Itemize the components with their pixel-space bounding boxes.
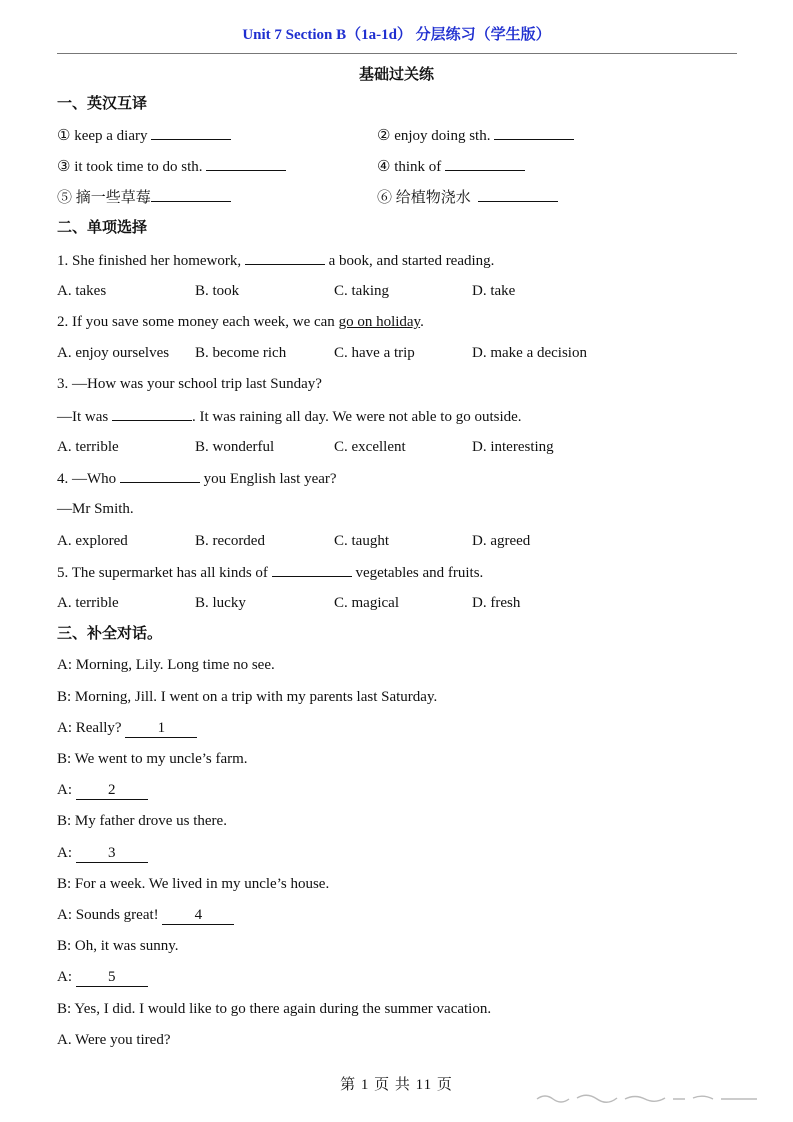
q2-option-a[interactable]: A. enjoy ourselves — [57, 345, 170, 361]
document-header-title: Unit 7 Section B（1a-1d） 分层练习（学生版） — [242, 27, 551, 43]
translate-item-3: ③ it took time to do sth. — [57, 156, 286, 177]
translate-item-4: ④ think of — [377, 156, 525, 177]
dialogue-line: B: For a week. We lived in my uncle’s house. — [57, 876, 330, 892]
dialogue-line: B: Yes, I did. I would like to go there again during the summer vacation. — [57, 1001, 492, 1017]
dialogue-blank-2[interactable]: 2 — [76, 782, 148, 800]
question-3-line-2: —It was . It was raining all day. We were not able to go outside. — [57, 406, 522, 427]
dialogue-line: B: Oh, it was sunny. — [57, 938, 179, 954]
answer-blank[interactable] — [245, 250, 325, 265]
answer-blank[interactable] — [112, 406, 192, 421]
q5-option-b[interactable]: B. lucky — [195, 595, 246, 611]
question-2: 2. If you save some money each week, we can go on holiday. — [57, 314, 424, 330]
q1-option-d[interactable]: D. take — [472, 283, 516, 299]
translate-item-2: ② enjoy doing sth. — [377, 125, 574, 146]
dialogue-line: A: 2 — [57, 780, 148, 800]
q3-option-d[interactable]: D. interesting — [472, 439, 554, 455]
dialogue-blank-5[interactable]: 5 — [76, 969, 148, 987]
q1-option-b[interactable]: B. took — [195, 283, 240, 299]
q4-option-a[interactable]: A. explored — [57, 533, 128, 549]
q3-option-c[interactable]: C. excellent — [334, 439, 406, 455]
answer-blank[interactable] — [206, 156, 286, 171]
answer-blank[interactable] — [151, 187, 231, 202]
section-3-heading: 三、补全对话。 — [57, 626, 163, 642]
dialogue-line: B: We went to my uncle’s farm. — [57, 751, 248, 767]
dialogue-option-a: A. Were you tired? — [57, 1032, 171, 1048]
header-divider — [57, 53, 737, 54]
dialogue-line: B: My father drove us there. — [57, 813, 227, 829]
section-2-heading: 二、单项选择 — [57, 220, 148, 236]
q4-option-c[interactable]: C. taught — [334, 533, 389, 549]
translate-item-6: ⑥ 给植物浇水 — [377, 187, 558, 208]
translate-item-1: ① keep a diary — [57, 125, 231, 146]
q4-option-b[interactable]: B. recorded — [195, 533, 265, 549]
answer-blank[interactable] — [120, 468, 200, 483]
q1-option-a[interactable]: A. takes — [57, 283, 107, 299]
q5-option-d[interactable]: D. fresh — [472, 595, 521, 611]
section-subtitle: 基础过关练 — [358, 67, 434, 83]
dialogue-blank-3[interactable]: 3 — [76, 845, 148, 863]
page-number-footer: 第 1 页 共 11 页 — [340, 1077, 453, 1093]
question-5: 5. The supermarket has all kinds of vegetables and fruits. — [57, 562, 483, 583]
q2-option-d[interactable]: D. make a decision — [472, 345, 587, 361]
question-1: 1. She finished her homework, a book, and started reading. — [57, 250, 494, 271]
dialogue-line: A: 3 — [57, 843, 148, 863]
q3-option-a[interactable]: A. terrible — [57, 439, 119, 455]
dialogue-line: A: Sounds great! 4 — [57, 905, 234, 925]
dialogue-line: A: 5 — [57, 967, 148, 987]
question-3-line-1: 3. —How was your school trip last Sunday? — [57, 376, 322, 392]
dialogue-blank-4[interactable]: 4 — [162, 907, 234, 925]
dialogue-blank-1[interactable]: 1 — [125, 720, 197, 738]
question-4-line-2: —Mr Smith. — [57, 501, 134, 517]
answer-blank[interactable] — [272, 562, 352, 577]
answer-blank[interactable] — [494, 125, 574, 140]
dialogue-line: A: Morning, Lily. Long time no see. — [57, 657, 275, 673]
section-1-heading: 一、英汉互译 — [57, 96, 148, 112]
q1-option-c[interactable]: C. taking — [334, 283, 389, 299]
dialogue-line: B: Morning, Jill. I went on a trip with my parents last Saturday. — [57, 689, 438, 705]
q2-option-c[interactable]: C. have a trip — [334, 345, 415, 361]
dialogue-line: A: Really? 1 — [57, 718, 197, 738]
q2-option-b[interactable]: B. become rich — [195, 345, 287, 361]
q3-option-b[interactable]: B. wonderful — [195, 439, 275, 455]
answer-blank[interactable] — [478, 187, 558, 202]
question-4-line-1: 4. —Who you English last year? — [57, 468, 337, 489]
q5-option-a[interactable]: A. terrible — [57, 595, 119, 611]
answer-blank[interactable] — [151, 125, 231, 140]
translate-item-5: ⑤ 摘一些草莓 — [57, 187, 231, 208]
q4-option-d[interactable]: D. agreed — [472, 533, 531, 549]
answer-blank[interactable] — [445, 156, 525, 171]
watermark-scribble — [535, 1090, 760, 1104]
q5-option-c[interactable]: C. magical — [334, 595, 399, 611]
